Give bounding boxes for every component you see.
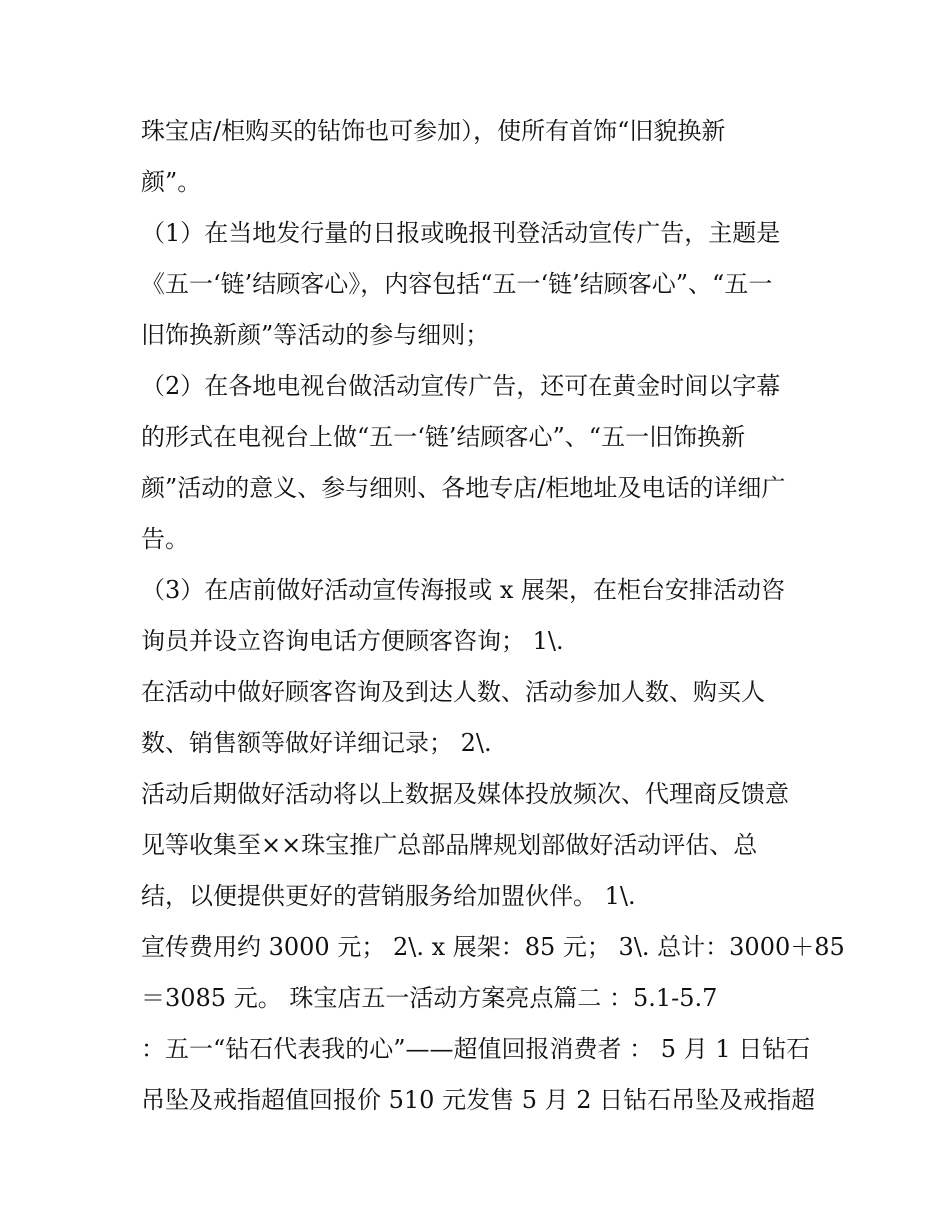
text-line: （2）在各地电视台做活动宣传广告，还可在黄金时间以字幕 [141,372,781,400]
text-line: 旧饰换新颜”等活动的参与细则； [141,321,490,349]
text-line: 颜”活动的意义、参与细则、各地专店/柜地址及电话的详细广 [141,474,786,502]
text-line: （3）在店前做好活动宣传海报或 x 展架，在柜台安排活动咨 [141,576,786,604]
text-line: 询员并设立咨询电话方便顾客咨询； 1\. [141,627,564,655]
text-line: 在活动中做好顾客咨询及到达人数、活动参加人数、购买人 [141,678,765,706]
text-line: 吊坠及戒指超值回报价 510 元发售 5 月 2 日钻石吊坠及戒指超 [141,1086,816,1114]
text-line: 的形式在电视台上做“五一‘链’结顾客心”、“五一旧饰换新 [141,423,746,451]
text-line: 结，以便提供更好的营销服务给加盟伙伴。 1\. [141,882,636,910]
text-line: 《五一‘链’结顾客心》，内容包括“五一‘链’结顾客心”、“五一 [141,270,773,298]
text-line: 宣传费用约 3000 元； 2\. x 展架：85 元； 3\. 总计：3000＋85 [141,933,845,961]
text-line: 珠宝店/柜购买的钻饰也可参加），使所有首饰“旧貌换新 [141,117,726,145]
body-text [141,106,845,1126]
text-line: ：五一“钻石代表我的心”——超值回报消费者 ： 5 月 1 日钻石 [141,1035,811,1063]
text-line: 告。 [141,525,189,553]
text-line: 活动后期做好活动将以上数据及媒体投放频次、代理商反馈意 [141,780,789,808]
text-line: ＝3085 元。 珠宝店五一活动方案亮点篇二 ：5.1-5.7 [141,984,718,1012]
text-line: 颜”。 [141,168,202,196]
text-line: （1）在当地发行量的日报或晚报刊登活动宣传广告，主题是 [141,219,781,247]
text-line: 见等收集至××珠宝推广总部品牌规划部做好活动评估、总 [141,831,758,859]
text-line: 数、销售额等做好详细记录； 2\. [141,729,492,757]
